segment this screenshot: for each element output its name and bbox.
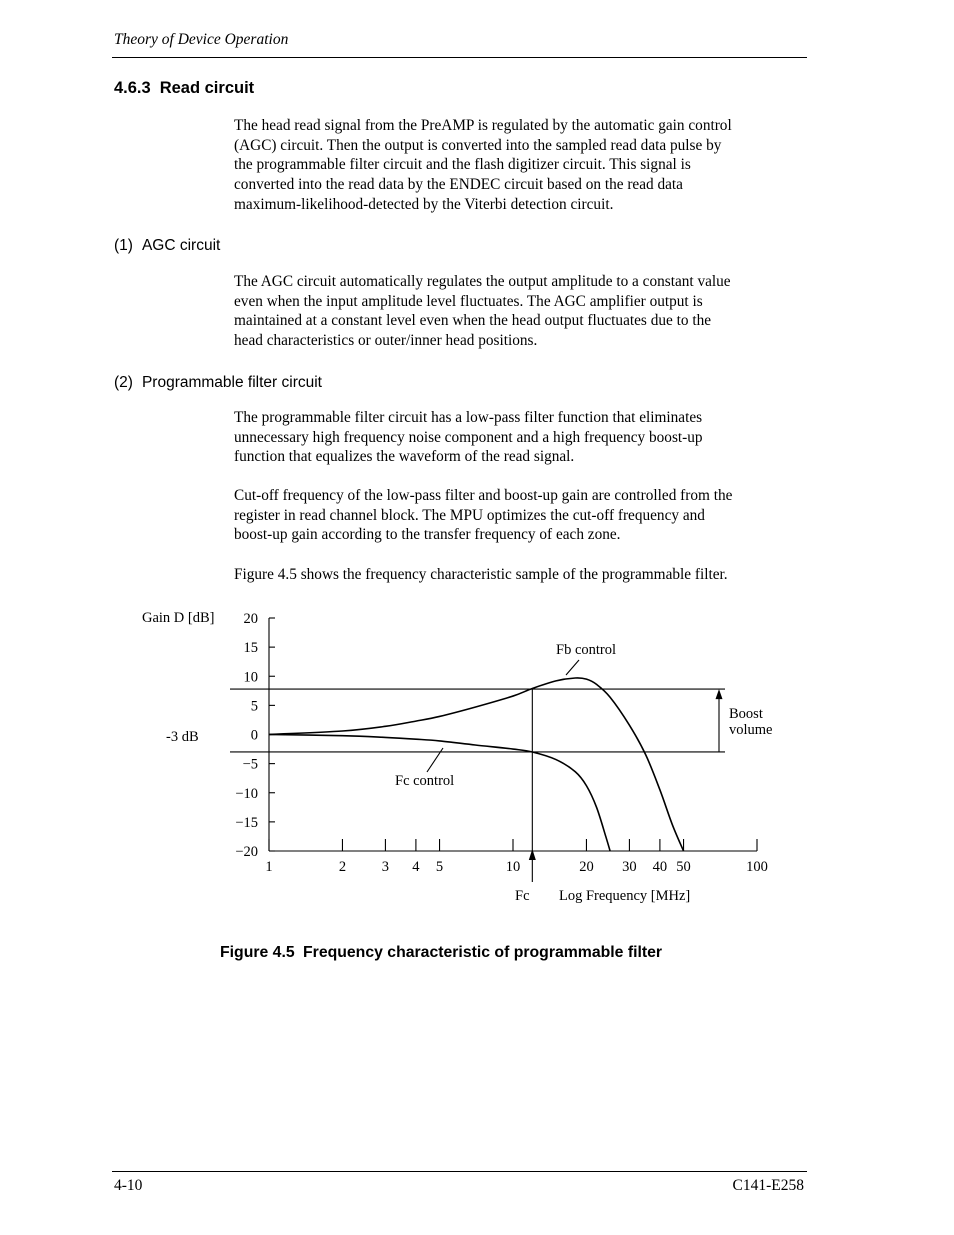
chart-axes [269,618,757,851]
text-line: boost-up gain according to the transfer frequency of each zone. [234,526,621,544]
section-title: Read circuit [159,79,255,97]
filter-paragraph-3 [234,565,809,585]
section-heading [114,79,254,98]
x-tick-label: 1 [265,859,273,875]
text-line: head characteristics or outer/inner head positions. [234,332,538,350]
chart-ticks [235,611,768,875]
y-tick-label: 10 [243,669,258,686]
x-tick-label: 20 [579,859,594,875]
text-line: Figure 4.5 shows the frequency characteristic sample of the programmable filter. [234,566,728,583]
header-title: Theory of Device Operation [114,31,289,48]
fb-control-leader [566,660,579,675]
y-tick-label: −20 [235,844,258,860]
x-tick-label: 2 [338,859,347,875]
fc-control-label: Fc control [395,773,455,789]
figure-caption-text: Frequency characteristic of programmable filter [303,944,663,961]
footer-rule [112,1171,807,1172]
text-line: function that equalizes the waveform of the read signal. [234,448,575,466]
text-line: The AGC circuit automatically regulates the output amplitude to a constant value [234,273,731,290]
y-axis-label: Gain D [dB] [142,610,215,626]
text-line: maximum-likelihood-detected by the Viterbi detection circuit. [234,195,614,213]
x-tick-label: 100 [746,859,768,875]
agc-heading [114,237,220,255]
y-tick-label: −15 [235,814,258,831]
filter-heading [114,374,322,392]
boost-volume-label: Boost [729,706,763,722]
text-line: unnecessary high frequency noise component and a high frequency boost-up [234,428,703,446]
y-tick-label: 5 [250,698,258,715]
fc-control-leader [427,748,443,772]
fb-control-curve [269,678,684,851]
fc-label: Fc [515,888,530,904]
text-line: maintained at a constant level even when the head output fluctuates due to the [234,312,712,330]
x-tick-label: 50 [676,859,691,875]
x-tick-label: 40 [652,859,668,875]
fc-control-curve [269,735,610,852]
filter-paragraph-1 [234,408,809,467]
boost-volume-arrowhead [716,689,723,699]
x-tick-label: 4 [412,859,420,875]
x-tick-label: 3 [381,859,390,875]
fc-arrowhead [529,849,536,860]
intro-paragraph [234,116,809,215]
footer-doc-number: C141-E258 [732,1177,804,1194]
header-rule [112,57,807,58]
y-tick-label: −5 [242,756,258,773]
text-line: register in read channel block. The MPU optimizes the cut-off frequency and [234,506,705,524]
minus-3db-label: -3 dB [166,729,199,745]
filter-paragraph-2 [234,486,809,545]
section-number: 4.6.3 [114,79,151,97]
y-tick-label: 20 [243,611,258,627]
text-line: Cut-off frequency of the low-pass filter and boost-up gain are controlled from the [234,487,733,504]
y-tick-label: −10 [235,785,258,802]
text-line: (AGC) circuit. Then the output is converted into the sampled read data pulse by [234,136,722,154]
agc-number: (1) [114,237,133,254]
text-line: even when the input amplitude level fluctuates. The AGC amplifier output is [234,292,703,310]
filter-title: Programmable filter circuit [141,374,322,391]
text-line: The programmable filter circuit has a low-pass filter function that eliminates [234,409,703,426]
x-tick-label: 30 [622,859,637,875]
agc-paragraph [234,272,809,351]
text-line: The head read signal from the PreAMP is regulated by the automatic gain control [234,117,732,134]
chart-reference-lines [230,689,725,882]
chart-annotations [427,660,723,772]
figure-number: Figure 4.5 [220,944,295,961]
x-axis-label: Log Frequency [MHz] [559,888,691,904]
x-tick-label: 5 [435,859,444,875]
x-tick-label: 10 [505,859,521,875]
text-line: the programmable filter circuit and the flash digitizer circuit. This signal is [234,156,691,174]
figure-caption [220,944,662,962]
text-line: converted into the read data by the ENDEC circuit based on the read data [234,176,683,194]
filter-number: (2) [114,374,133,391]
footer-page-number: 4-10 [114,1177,143,1194]
fb-control-label: Fb control [556,642,617,658]
y-tick-label: 15 [243,640,258,657]
y-tick-label: 0 [250,727,258,744]
agc-title: AGC circuit [141,237,221,254]
chart-series [269,678,684,851]
boost-volume-label: volume [729,722,773,738]
